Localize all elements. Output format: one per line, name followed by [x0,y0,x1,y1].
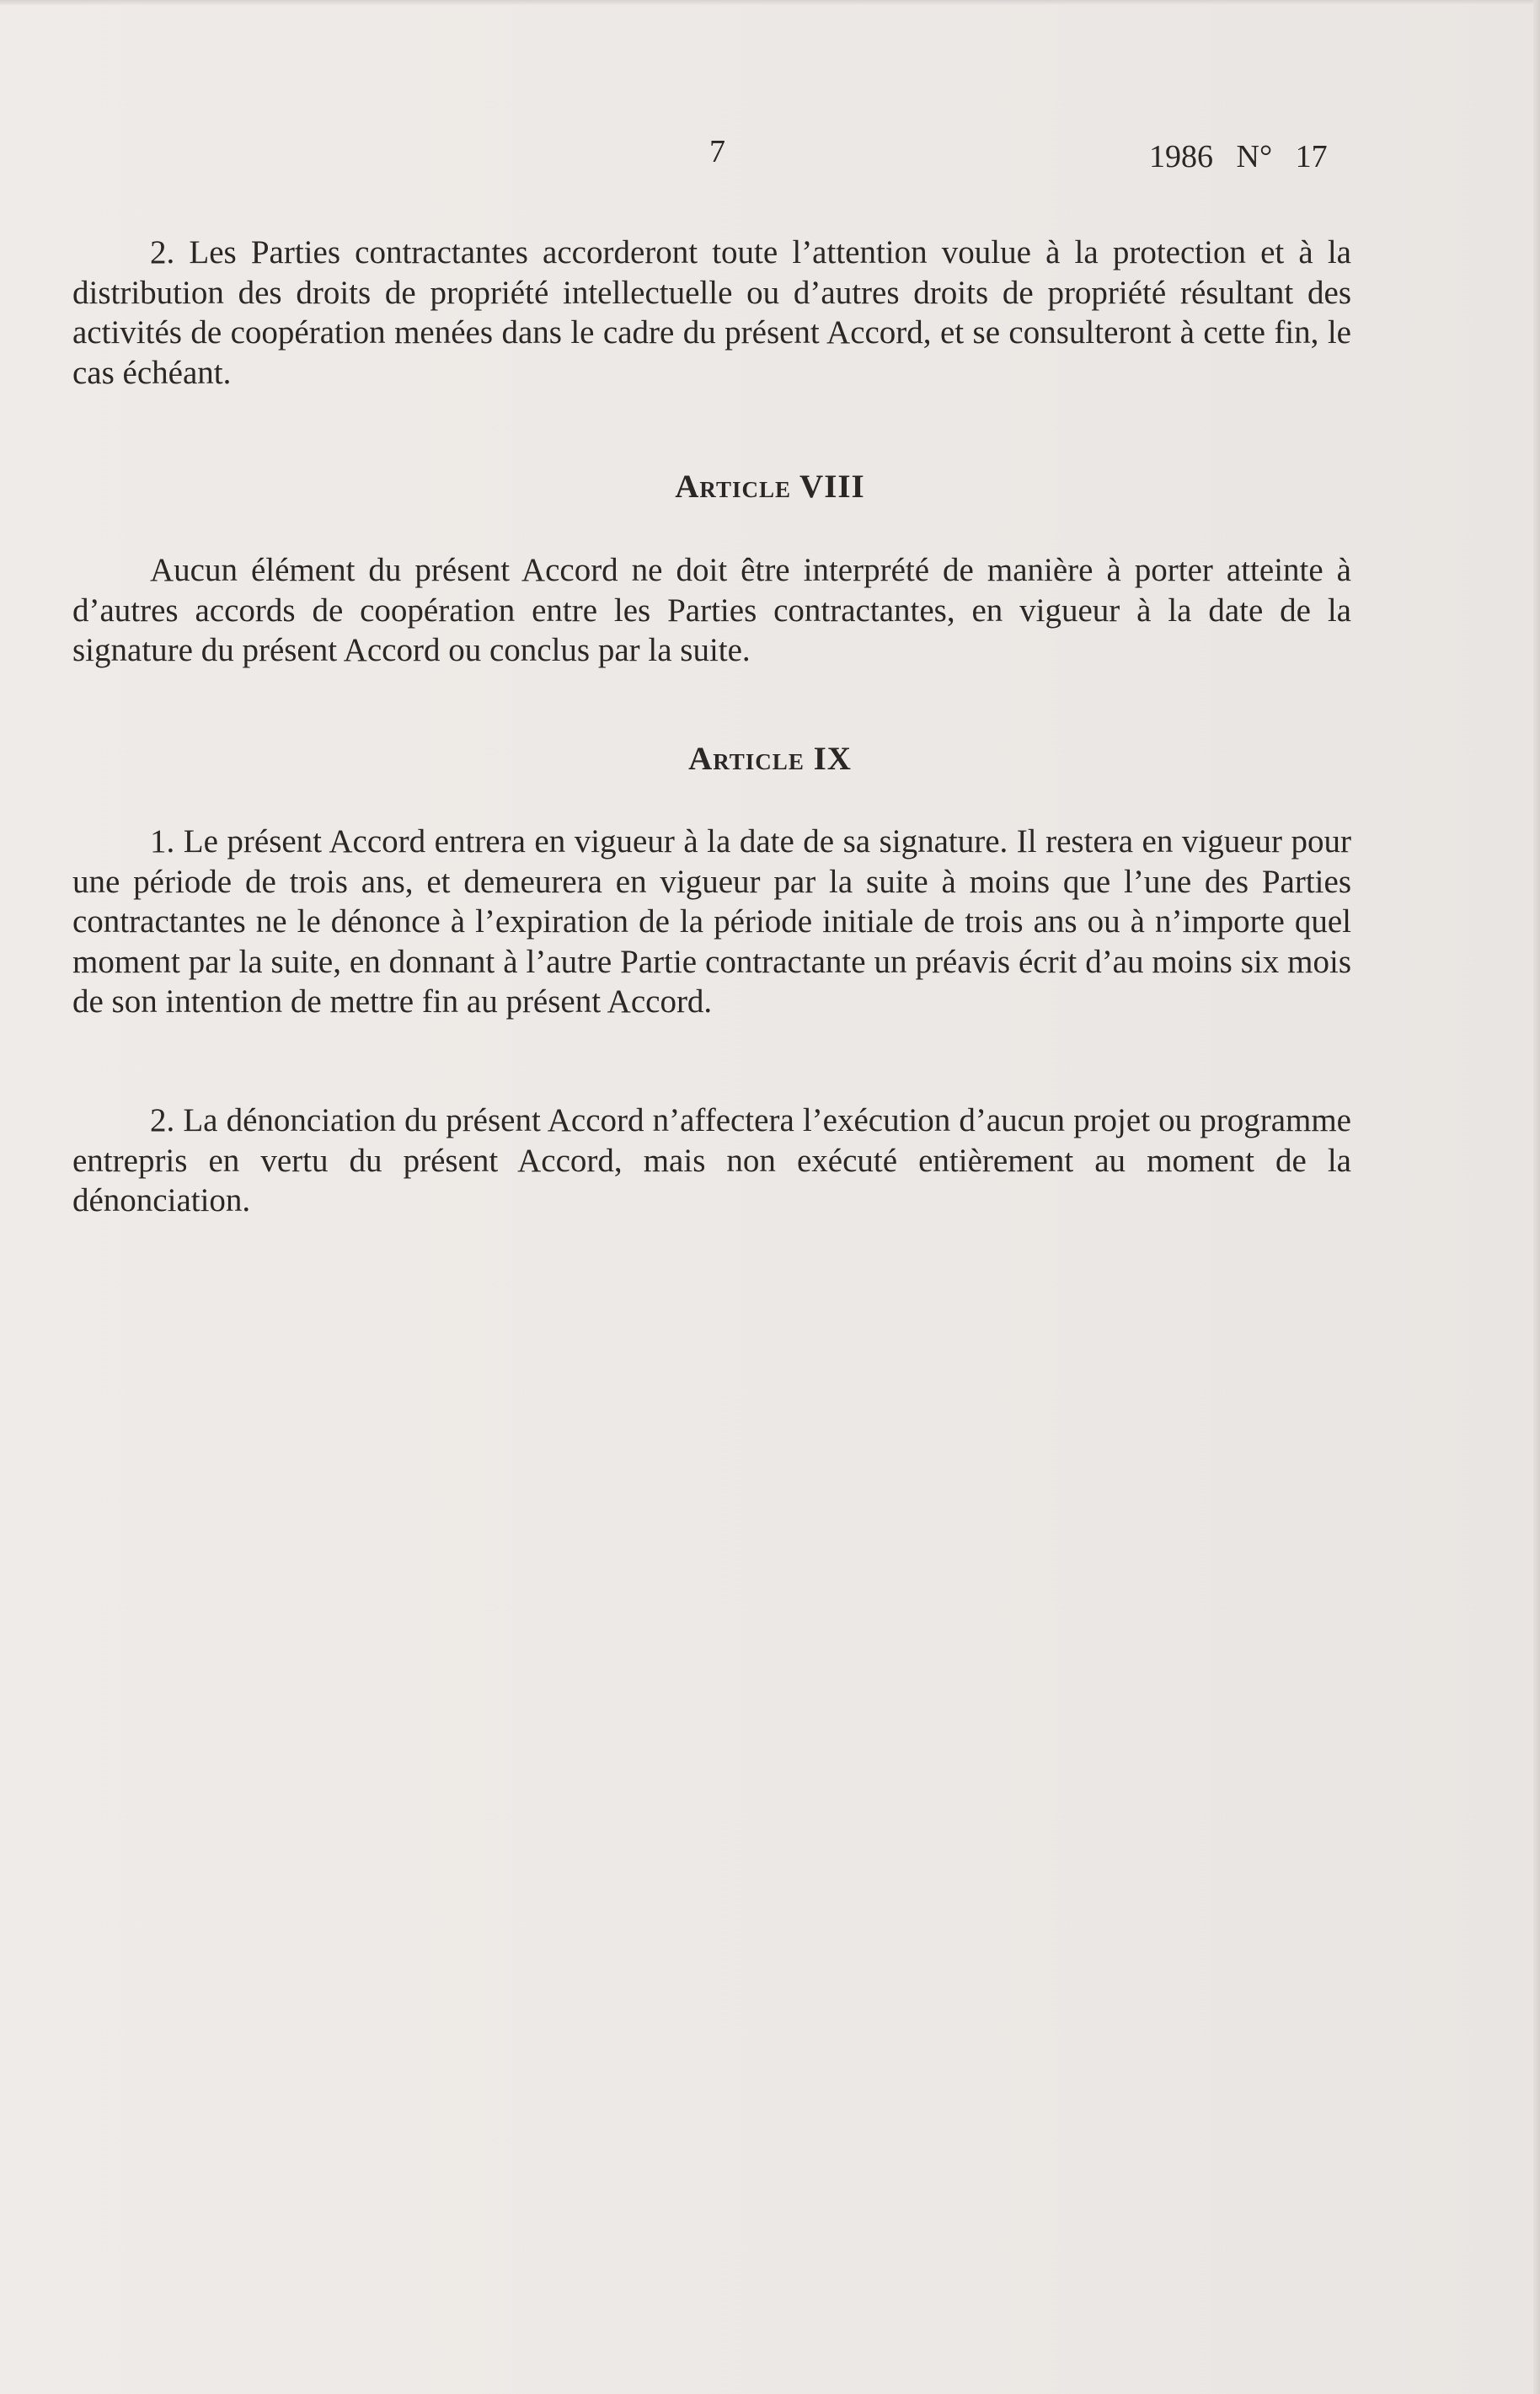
article-vii-paragraph-2: 2. Les Parties contractantes accorderont toute l’attention voulue à la protection et à la distribution des droits de propriété intellectuelle ou d’autres droits de propriété résultant des activités de coopération menées dans le cadre du présent Accord, et se consulteront à cette fin, le cas échéant. [72,234,1351,391]
page-header [0,133,1540,184]
article-ix-paragraph-2: 2. La dénonciation du présent Accord n’affectera l’exécution d’aucun projet ou programme entrepris en vertu du présent Accord, mais non exécuté entièrement au moment de la dénonciation. [72,1102,1351,1218]
page-top-edge [0,0,1540,5]
article-viii-paragraph: Aucun élément du présent Accord ne doit être interprété de manière à porter atteinte à d’autres accords de coopération entre les Parties contractantes, en vigueur à la date de la signature du présent Accord ou conclus par la suite. [72,552,1351,668]
article-ix-heading: Article IX [688,741,852,777]
article-viii-heading: Article VIII [675,469,865,505]
page-number: 7 [709,134,725,169]
article-ix-paragraph-1: 1. Le présent Accord entrera en vigueur à la date de sa signature. Il restera en vigueur pour une période de trois ans, et demeurera en vigueur par la suite à moins que l’une des Parties contractantes ne le dénonce à l’expiration de la période initiale de trois ans ou à n’importe quel moment par la suite, en donnant à l’autre Partie contractante un préavis écrit d’au moins six mois de son intention de mettre fin au présent Accord. [72,823,1351,1020]
issue-reference: 1986 N° 17 [1149,139,1328,174]
page-right-edge [1533,0,1540,2394]
